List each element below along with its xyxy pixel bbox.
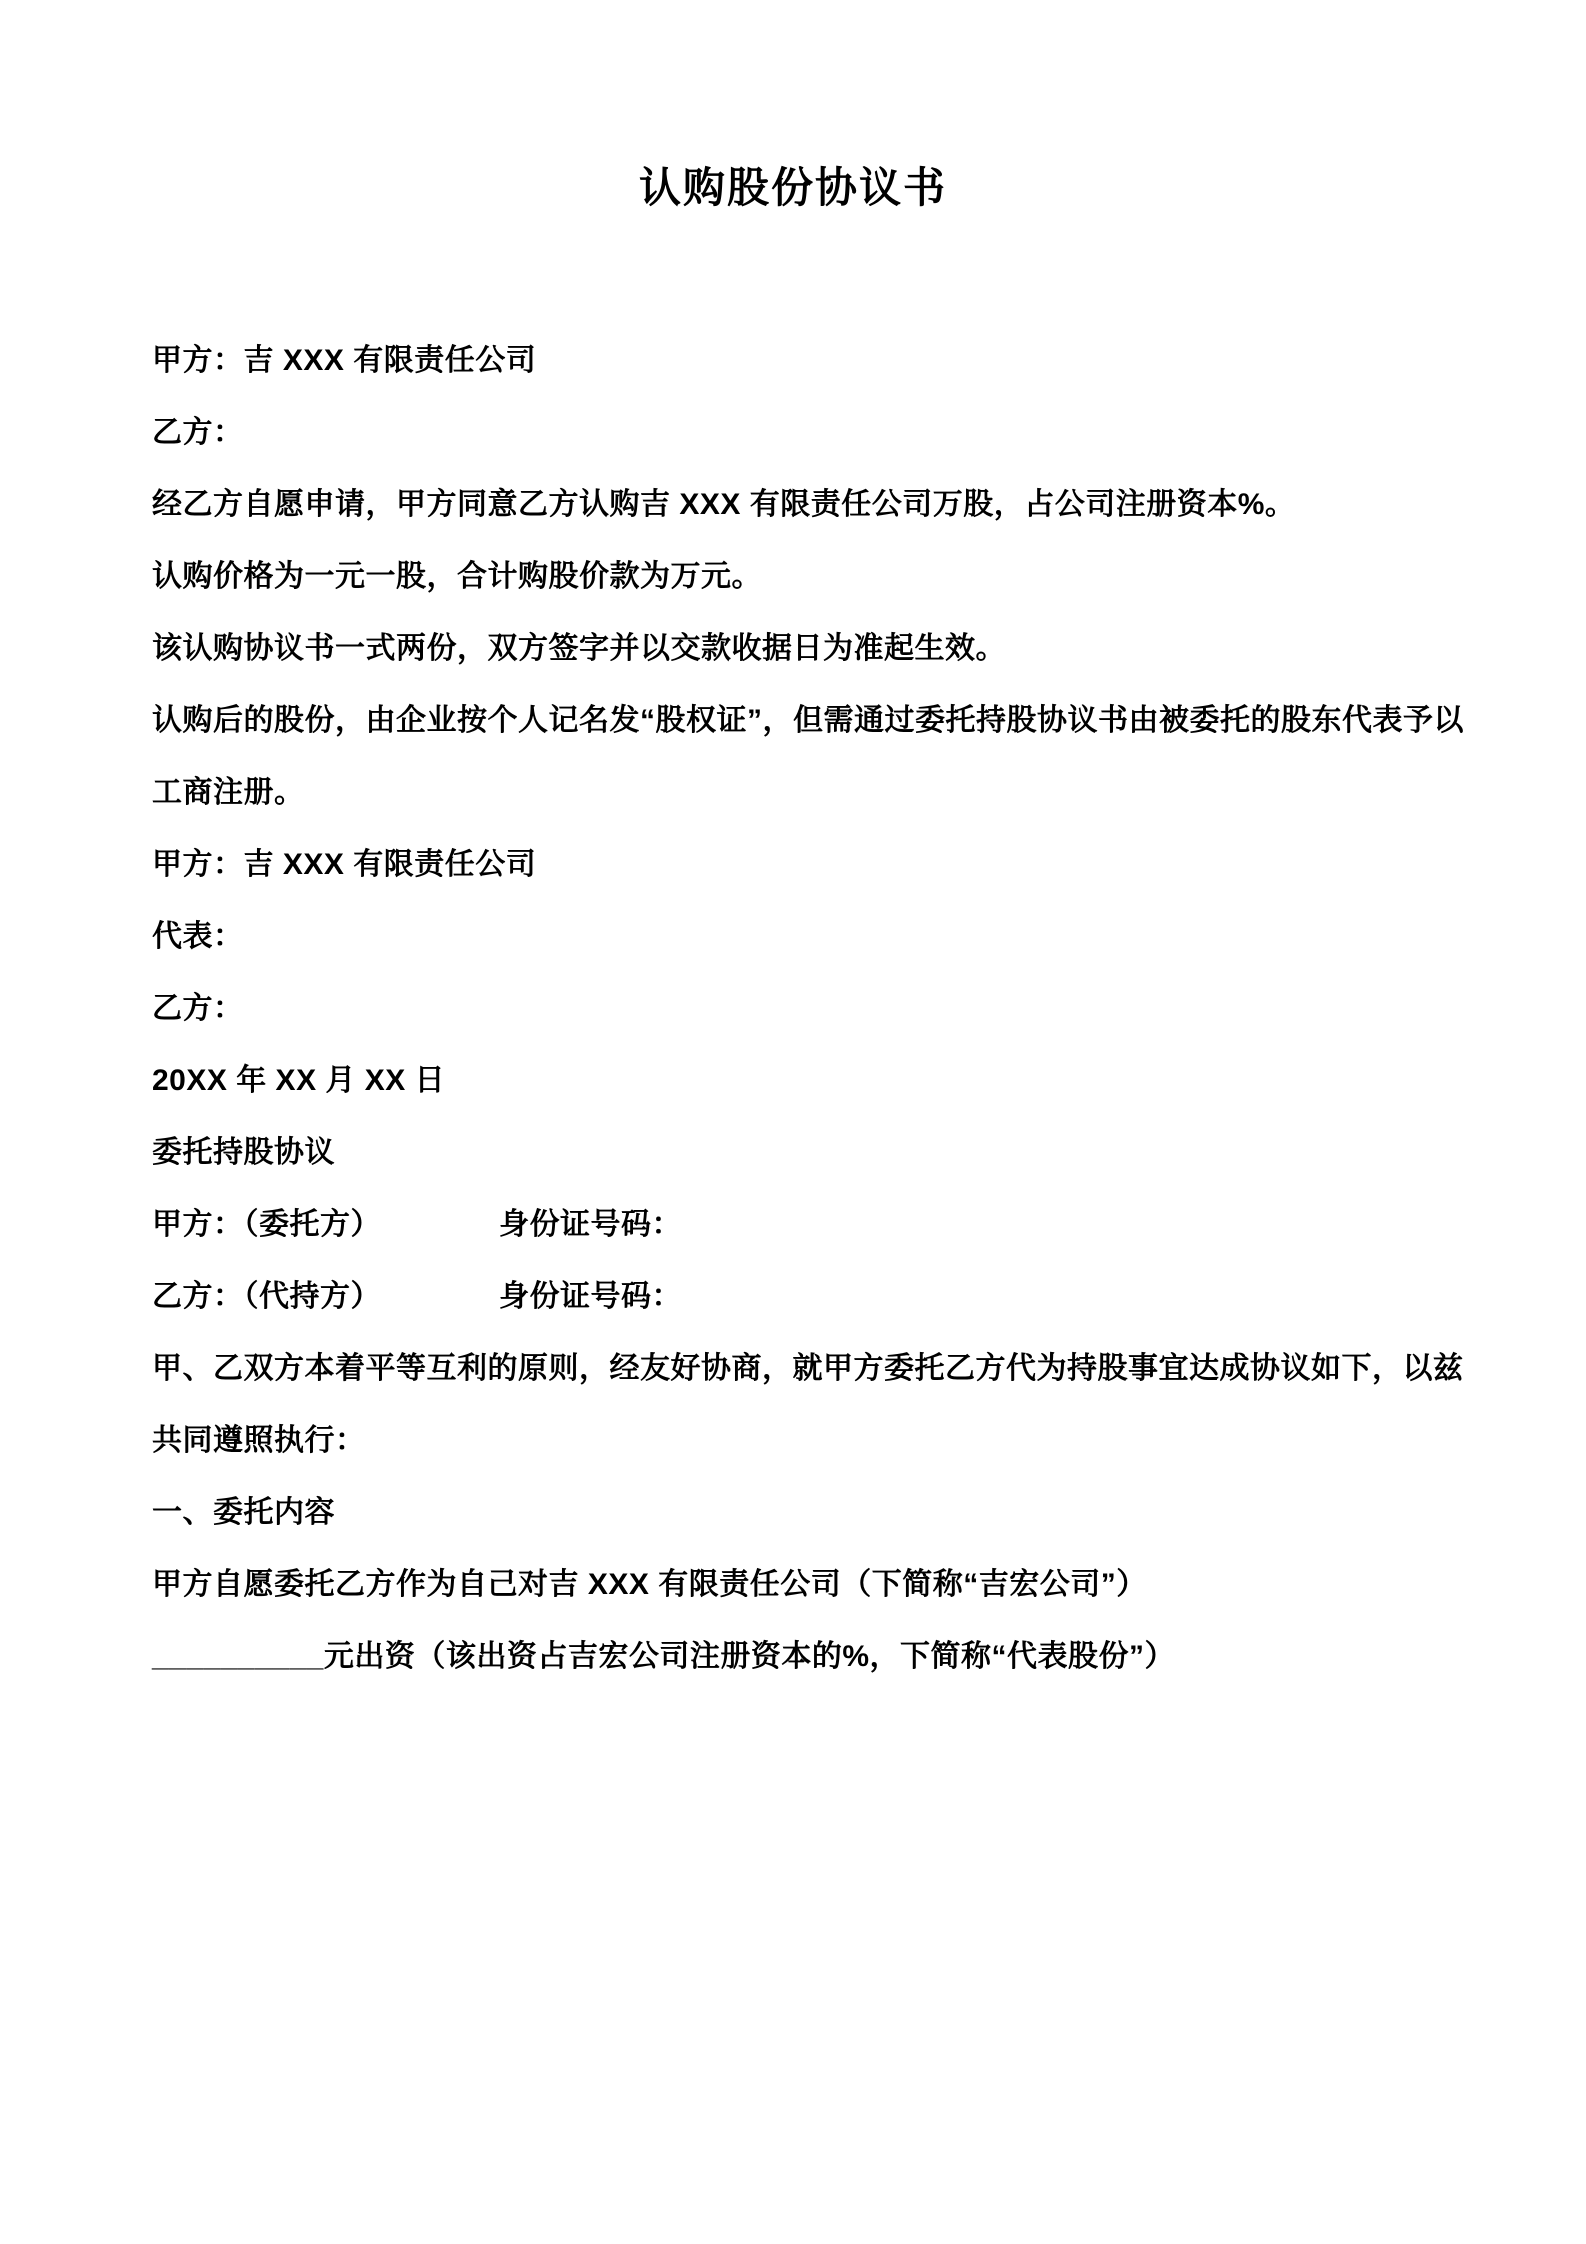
paragraph-agreement-preamble: 甲、乙双方本着平等互利的原则，经友好协商，就甲方委托乙方代为持股事宜达成协议如下，以兹共同遵照执行： [152, 1352, 1464, 1457]
document-body [0, 325, 1586, 1693]
nominee-party-label: 乙方：（代持方） [152, 1280, 381, 1313]
paragraph-section-title-holding: 委托持股协议 [152, 1136, 335, 1169]
paragraph-price: 认购价格为一元一股，合计购股价款为万元。 [152, 560, 762, 593]
page-title: 认购股份协议书 [638, 164, 947, 211]
paragraph-signature-party-a: 甲方：吉 XXX 有限责任公司 [152, 848, 537, 881]
entrusting-party-id-label: 身份证号码： [499, 1208, 682, 1241]
paragraph-party-b: 乙方： [152, 416, 244, 449]
paragraph-article-one-heading: 一、委托内容 [152, 1496, 335, 1529]
paragraph-copies-effective: 该认购协议书一式两份，双方签字并以交款收据日为准起生效。 [152, 632, 1006, 665]
paragraph-representative: 代表： [152, 920, 244, 953]
nominee-party-id-label: 身份证号码： [499, 1280, 682, 1313]
paragraph-share-certificate: 认购后的股份，由企业按个人记名发“股权证”，但需通过委托持股协议书由被委托的股东代表予以工商注册。 [152, 704, 1464, 809]
paragraph-date: 20XX 年 XX 月 XX 日 [152, 1064, 446, 1097]
paragraph-entrust-content-line1: 甲方自愿委托乙方作为自己对吉 XXX 有限责任公司（下简称“吉宏公司”） [152, 1568, 1147, 1601]
paragraph-entrusting-party-row [152, 1189, 1466, 1261]
paragraph-nominee-party-row [152, 1261, 1466, 1333]
entrusting-party-label: 甲方：（委托方） [152, 1208, 381, 1241]
paragraph-entrust-content-line2: __________元出资（该出资占吉宏公司注册资本的%，下简称“代表股份”） [152, 1640, 1176, 1673]
paragraph-signature-party-b: 乙方： [152, 992, 244, 1025]
paragraph-party-a: 甲方：吉 XXX 有限责任公司 [152, 344, 537, 377]
paragraph-subscription-terms: 经乙方自愿申请，甲方同意乙方认购吉 XXX 有限责任公司万股，占公司注册资本%。 [152, 488, 1296, 521]
